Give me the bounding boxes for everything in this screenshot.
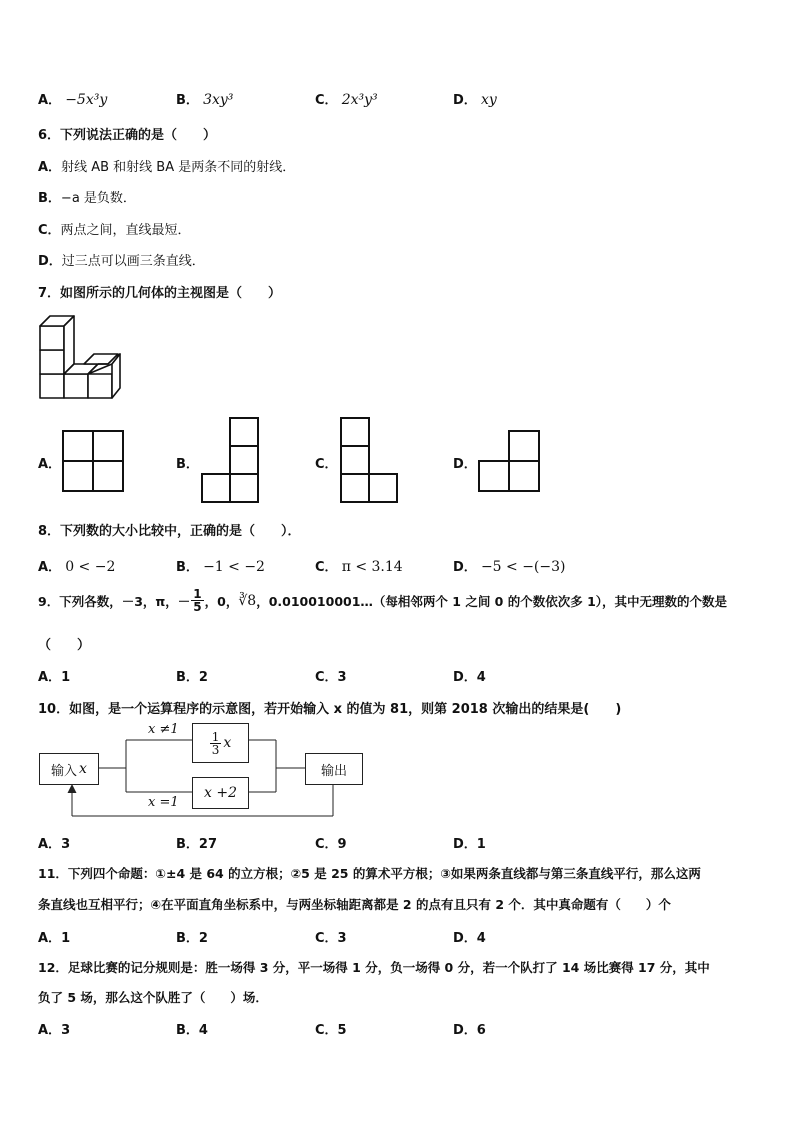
option-text: 27 (198, 837, 218, 852)
option-text: 6 (476, 1023, 486, 1038)
input-box (39, 753, 99, 785)
add-expression: x +2 (204, 785, 237, 801)
q8-stem: 8．下列数的大小比较中，正确的是（ ）． (38, 524, 301, 539)
top-condition: x ≠1 (148, 722, 179, 737)
bottom-condition: x =1 (148, 795, 179, 810)
multiply-box (192, 723, 249, 763)
q9-numbers: －3，π，－ (121, 593, 191, 609)
option-label: A． (38, 457, 62, 472)
option-text: 3 (337, 931, 347, 946)
option-label: B． (176, 1023, 199, 1038)
option-label: C． (315, 837, 338, 852)
option-label: A． (38, 931, 62, 946)
option-label: D． (453, 1023, 477, 1038)
q10-option-c (315, 833, 347, 852)
option-label: B． (176, 931, 199, 946)
option-text: 2 (198, 670, 208, 685)
option-text: 3 (337, 670, 347, 685)
fraction-numerator: 1 (193, 587, 202, 601)
q9-cube-root: ∛8 (238, 592, 257, 609)
q11-option-c (315, 927, 347, 946)
q9-stem-end: ，0.010010001…（每相邻两个 1 之间 0 的个数依次多 1），其中无理数的个数是 (256, 593, 728, 609)
option-label: D． (453, 560, 477, 575)
multiply-variable: x (223, 735, 232, 751)
option-label: C． (38, 223, 61, 238)
option-expr: 3xy³ (203, 92, 234, 108)
option-expr: 2x³y³ (341, 92, 378, 108)
q10-option-b (176, 833, 217, 852)
option-text: 9 (337, 837, 347, 852)
option-label: D． (453, 837, 477, 852)
q9-zero: ，0， (204, 593, 239, 609)
q12-option-b (176, 1019, 208, 1038)
option-text: 1 (61, 670, 71, 685)
option-label: A． (38, 837, 62, 852)
option-text: 两点之间，直线最短． (60, 223, 191, 238)
one-third-fraction (210, 731, 222, 756)
option-label: A． (38, 160, 62, 175)
option-text: 3 (61, 1023, 71, 1038)
option-expr: −5x³y (65, 92, 108, 108)
option-label: B． (38, 191, 61, 206)
q12-stem-line2: 负了 5 场，那么这个队胜了（ ）场． (38, 990, 268, 1005)
option-label: B． (176, 560, 199, 575)
option-label: B． (176, 93, 199, 108)
q9-stem-paren: （ ） (38, 638, 91, 653)
option-text: 射线 AB 和射线 BA 是两条不同的射线． (61, 160, 296, 175)
option-label: C． (315, 1023, 338, 1038)
output-box (305, 753, 363, 785)
q12-option-c (315, 1019, 347, 1038)
output-label: 输出 (320, 763, 347, 779)
option-label: C． (315, 93, 338, 108)
option-label: C． (315, 670, 338, 685)
option-text: −a 是负数． (60, 191, 136, 206)
option-label: D． (38, 254, 62, 269)
q12-option-a (38, 1019, 70, 1038)
option-expr: −1 < −2 (203, 559, 265, 575)
fraction-numerator: 1 (211, 729, 220, 744)
option-expr: 0 < −2 (65, 559, 116, 575)
option-text: 4 (198, 1023, 208, 1038)
option-expr: π < 3.14 (341, 559, 403, 575)
option-label: B． (176, 837, 199, 852)
fraction-denominator: 5 (193, 600, 202, 614)
q11-option-a (38, 927, 70, 946)
q11-stem-line1: 11．下列四个命题：①±4 是 64 的立方根；②5 是 25 的算术平方根；③如果两条直线都与第三条直线平行，那么这两 (38, 866, 701, 881)
add-box (192, 777, 249, 809)
q11-option-d (453, 927, 486, 946)
fraction-denominator: 3 (211, 742, 220, 757)
q10-stem: 10．如图，是一个运算程序的示意图，若开始输入 x 的值为 81，则第 2018 次输出的结果是( ) (38, 702, 622, 717)
option-text: 过三点可以画三条直线． (61, 254, 205, 269)
option-label: A． (38, 93, 62, 108)
option-text: 1 (61, 931, 71, 946)
q7-stem: 7．如图所示的几何体的主视图是（ ） (38, 286, 282, 301)
input-label: 输入 (51, 763, 78, 779)
option-expr: −5 < −(−3) (480, 559, 566, 575)
q10-option-d (453, 833, 486, 852)
option-label: D． (453, 931, 477, 946)
option-label: D． (453, 457, 477, 472)
q11-stem-line2: 条直线也互相平行；④在平面直角坐标系中，与两坐标轴距离都是 2 的点有且只有 2 个．其中真命题有（ ）个 (38, 897, 671, 912)
q12-option-d (453, 1019, 486, 1038)
option-label: B． (176, 670, 199, 685)
option-text: 4 (476, 670, 486, 685)
option-label: D． (453, 93, 477, 108)
option-label: C． (315, 457, 338, 472)
input-variable: x (79, 761, 87, 777)
option-text: 2 (198, 931, 208, 946)
q6-stem: 6．下列说法正确的是（ ） (38, 128, 217, 143)
option-text: 1 (476, 837, 486, 852)
q12-stem-line1: 12．足球比赛的记分规则是：胜一场得 3 分，平一场得 1 分，负一场得 0 分，若一个队打了 14 场比赛得 17 分，其中 (38, 960, 710, 975)
option-label: A． (38, 1023, 62, 1038)
option-text: 3 (61, 837, 71, 852)
q10-option-a (38, 833, 70, 852)
option-text: 5 (337, 1023, 347, 1038)
option-label: D． (453, 670, 477, 685)
option-label: C． (315, 931, 338, 946)
option-label: C． (315, 560, 338, 575)
q11-option-b (176, 927, 208, 946)
option-text: 4 (476, 931, 486, 946)
q9-stem-start: 9．下列各数， (38, 593, 122, 609)
option-label: B． (176, 457, 199, 472)
option-label: A． (38, 560, 62, 575)
option-expr: xy (480, 92, 497, 108)
option-label: A． (38, 670, 62, 685)
